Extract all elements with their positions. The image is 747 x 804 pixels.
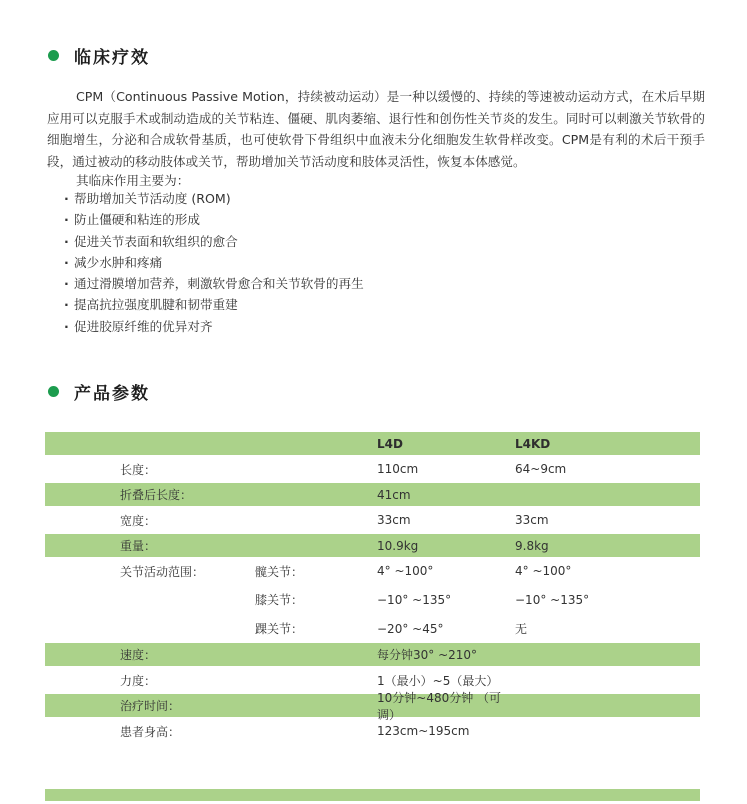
value-l4d: 110cm — [377, 462, 419, 476]
value-l4kd: 33cm — [515, 513, 549, 527]
footer-accent-bar — [45, 789, 700, 801]
param-label: 重量： — [120, 539, 157, 553]
table-row — [45, 557, 700, 585]
table-row — [45, 483, 700, 506]
value-l4kd: 9.8kg — [515, 538, 549, 553]
param-label: 治疗时间： — [120, 699, 181, 713]
param-label: 长度： — [120, 462, 157, 477]
bullet-text: 防止僵硬和粘连的形成 — [74, 212, 200, 228]
table-row — [45, 666, 700, 694]
value-l4d: 33cm — [377, 513, 411, 527]
param-sub-label: 膝关节： — [255, 593, 304, 607]
param-label: 关节活动范围： — [120, 564, 205, 579]
bullet-item — [64, 231, 624, 252]
param-sub-label: 踝关节： — [255, 622, 304, 636]
param-sub-label: 髋关节： — [255, 564, 304, 579]
clinical-paragraph: CPM（Continuous Passive Motion，持续被动运动）是一种以缓慢的、持续的等速被动运动方式，在术后早期应用可以克服手术或制动造成的关节粘连、僵硬、肌肉萎缩、退行性和创伤性关节炎的发生。同时可以刺激关节软骨的细胞增生，分泌和合成软骨基质，也可使软骨下骨组织中血液未分化细胞发生软骨样改变。CPM是有利的术后干预手段，通过被动的移动肢体或关节，帮助增加关节活动度和肢体灵活性，恢复本体感觉。 — [47, 89, 705, 169]
value-l4d: 1（最小）~5（最大） — [377, 673, 499, 688]
bullet-dot-icon: · — [64, 318, 69, 334]
value-l4d: 每分钟30° ~210° — [377, 648, 478, 662]
param-label: 宽度： — [120, 513, 157, 528]
value-l4d: 4° ~100° — [377, 564, 434, 578]
param-label: 折叠后长度： — [120, 488, 193, 502]
value-l4d: 10.9kg — [377, 538, 419, 553]
params-section-title: 产品参数 — [74, 384, 150, 404]
green-bullet-icon — [48, 50, 59, 61]
column-header-l4d: L4D — [377, 436, 403, 451]
bullet-item — [64, 294, 624, 315]
bullet-item — [64, 252, 624, 273]
table-row — [45, 585, 700, 614]
clinical-bullet-list — [64, 188, 624, 337]
clinical-section-header — [48, 43, 150, 68]
bullet-dot-icon: · — [64, 254, 69, 270]
bullet-dot-icon: · — [64, 191, 69, 206]
bullet-text: 通过滑膜增加营养，刺激软骨愈合和关节软骨的再生 — [74, 276, 364, 292]
value-l4kd: 无 — [515, 622, 528, 636]
value-l4kd: 4° ~100° — [515, 564, 572, 578]
bullet-item — [64, 273, 624, 294]
value-l4d: −20° ~45° — [377, 621, 444, 636]
bullet-text: 帮助增加关节活动度 (ROM) — [74, 191, 231, 206]
bullet-dot-icon: · — [64, 297, 69, 313]
value-l4d: 10分钟~480分钟 （可调） — [377, 690, 502, 722]
bullet-text: 减少水肿和疼痛 — [74, 254, 163, 270]
value-l4d: −10° ~135° — [377, 592, 452, 607]
value-l4kd: 64~9cm — [515, 462, 567, 476]
column-header-l4kd: L4KD — [515, 436, 551, 451]
param-label: 速度： — [120, 648, 157, 662]
bullet-item — [64, 188, 624, 209]
bullet-text: 促进关节表面和软组织的愈合 — [74, 233, 238, 249]
table-row — [45, 643, 700, 666]
bullet-item — [64, 316, 624, 337]
green-bullet-icon — [48, 386, 59, 397]
table-row — [45, 717, 700, 745]
value-l4kd: −10° ~135° — [515, 592, 590, 607]
bullet-text: 促进胶原纤维的优异对齐 — [74, 318, 213, 334]
value-l4d: 123cm~195cm — [377, 724, 470, 738]
value-l4d: 41cm — [377, 487, 411, 502]
spec-table — [45, 432, 700, 745]
bullet-text: 提高抗拉强度肌腱和韧带重建 — [74, 297, 238, 313]
param-label: 患者身高： — [120, 724, 181, 739]
table-row — [45, 690, 700, 722]
table-row — [45, 506, 700, 534]
param-label: 力度： — [120, 673, 157, 688]
clinical-section-title: 临床疗效 — [74, 48, 150, 68]
table-row — [45, 614, 700, 643]
table-row — [45, 534, 700, 557]
table-header-row — [45, 432, 700, 455]
bullet-item — [64, 209, 624, 230]
clinical-subline: 其临床作用主要为： — [75, 173, 190, 188]
bullet-dot-icon: · — [64, 233, 69, 249]
params-section-header — [48, 379, 150, 404]
bullet-dot-icon: · — [64, 276, 69, 292]
bullet-dot-icon: · — [64, 212, 69, 228]
table-row — [45, 455, 700, 483]
